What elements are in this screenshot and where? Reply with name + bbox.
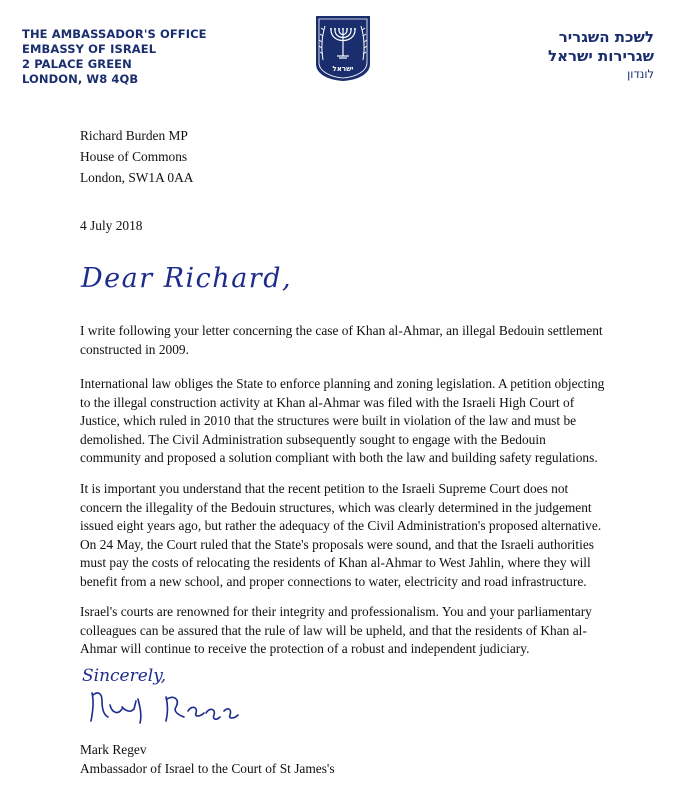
signatory-title: Ambassador of Israel to the Court of St James's [80, 761, 335, 776]
recipient-city: London, SW1A 0AA [80, 170, 194, 185]
paragraph-2: International law obliges the State to enforce planning and zoning legislation. A petition objecting to the illegal construction activity at Khan al-Ahmar was filed with the Israeli High Court of Justice, which ruled in 2010 that the structures were built in violation of the law and must be demolished. The Civil Administration subsequently sought to engage with the Bedouin community and proposed a solution compliant with both the law and building safety regulations. [80, 376, 605, 466]
sender-street: 2 PALACE GREEN [22, 57, 132, 71]
menorah-emblem-icon [314, 14, 372, 82]
handwritten-salutation [80, 253, 320, 301]
recipient-org: House of Commons [80, 149, 188, 164]
hebrew-city: לונדון [627, 67, 654, 81]
sender-office: THE AMBASSADOR'S OFFICE [22, 27, 207, 41]
signatory-block [80, 740, 335, 778]
signature-scribble [91, 693, 238, 723]
paragraph-1: I write following your letter concerning the case of Khan al-Ahmar, an illegal Bedouin settlement constructed in 2009. [80, 323, 603, 357]
signatory-name: Mark Regev [80, 742, 147, 757]
sender-city: LONDON, W8 4QB [22, 72, 139, 86]
handwritten-signoff [80, 659, 280, 727]
recipient-address [80, 125, 193, 188]
sender-embassy: EMBASSY OF ISRAEL [22, 42, 157, 56]
hebrew-embassy: שגרירות ישראל [548, 47, 654, 65]
paragraph-4: Israel's courts are renowned for their integrity and professionalism. You and your parliamentary colleagues can be assured that the rule of law will be upheld, and that the residents of Khan al-Ahmar will continue to receive the protection of a robust and independent judiciary. [80, 604, 592, 657]
hebrew-letterhead [548, 28, 654, 82]
hebrew-office: לשכת השגריר [558, 28, 654, 46]
closing-text: Sincerely, [82, 666, 166, 686]
recipient-name: Richard Burden MP [80, 128, 188, 143]
salutation-text: Dear Richard, [81, 263, 293, 294]
emblem-caption: ישראל [332, 65, 354, 73]
letter-date: 4 July 2018 [80, 218, 143, 233]
sender-letterhead [22, 27, 207, 87]
paragraph-3: It is important you understand that the recent petition to the Israeli Supreme Court does not concern the illegality of the Bedouin structures, which was clearly determined in the judgement issued eight years ago, but rather the adequacy of the Civil Administration's proposed alternative. On 24 May, the Court ruled that the State's proposals were sound, and that the Israeli authorities must pay the costs of relocating the residents of Khan al-Ahmar to West Jahlin, where they will benefit from a new school, and proper connections to water, electricity and road infrastructure. [80, 481, 602, 589]
